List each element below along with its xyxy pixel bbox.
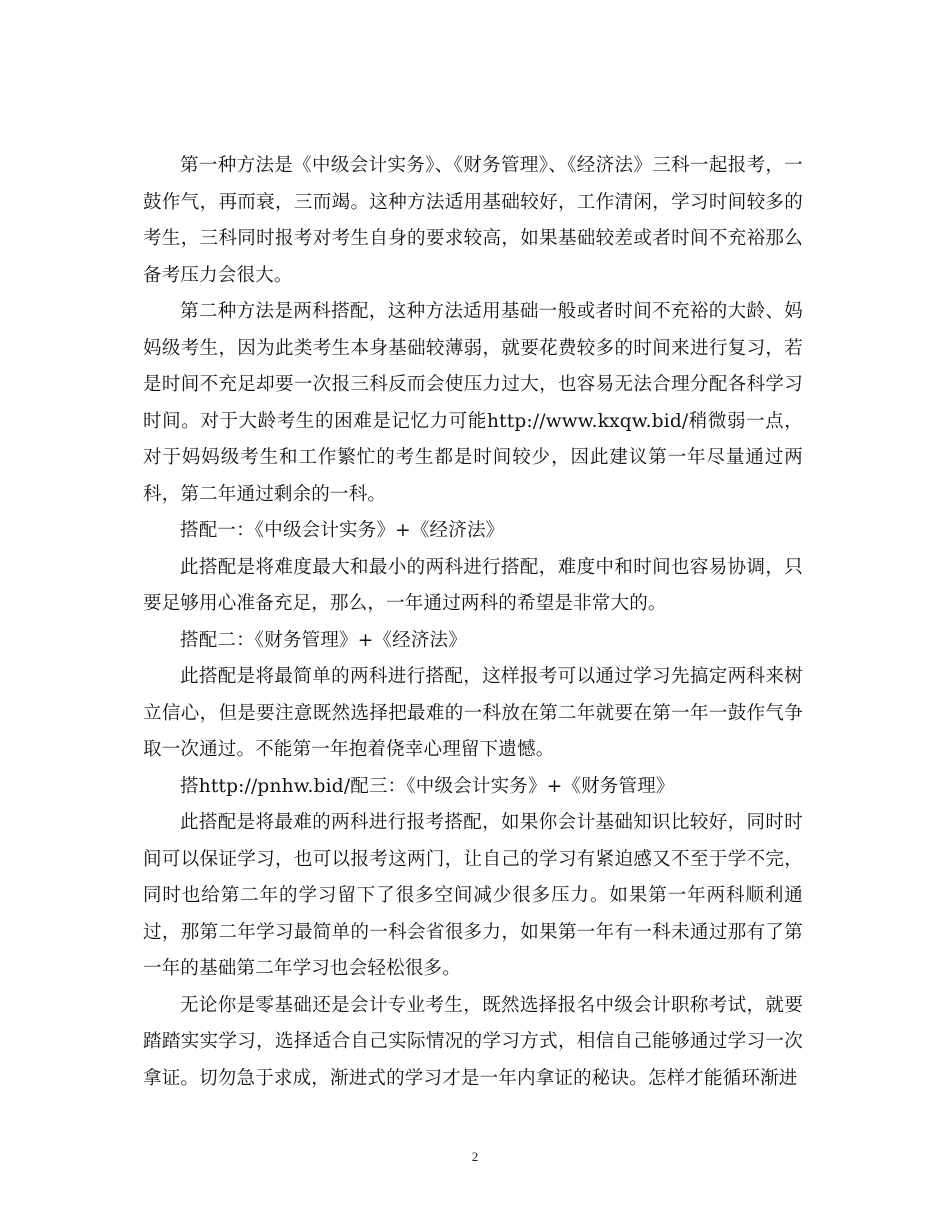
paragraph-method-two: 第二种方法是两科搭配，这种方法适用基础一般或者时间不充裕的大龄、妈妈级考生，因为此类考生本身基础较薄弱，就要花费较多的时间来进行复习，若是时间不充足却要一次报三科反而会使压力过大，也容易无法合理分配各科学习时间。对于大龄考生的困难是记忆力可能http://www.kxqw.bid/稍微弱一点，对于妈妈级考生和工作繁忙的考生都是时间较少，因此建议第一年尽量通过两科，第二年通过剩余的一科。 <box>143 301 803 505</box>
paragraph-combo-two-heading: 搭配二：《财务管理》+《经济法》 <box>180 629 467 651</box>
body-text <box>143 148 803 1097</box>
paragraph-combo-three-text: 此搭配是将最难的两科进行报考搭配，如果你会计基础知识比较好，同时时间可以保证学习，也可以报考这两门，让自己的学习有紧迫感又不至于学不完，同时也给第二年的学习留下了很多空间减少很多压力。如果第一年两科顺利通过，那第二年学习最简单的一科会省很多力，如果第一年有一科未通过那有了第一年的基础第二年学习也会轻松很多。 <box>143 812 803 979</box>
paragraph-combo-one-heading: 搭配一：《中级会计实务》+《经济法》 <box>180 520 505 541</box>
paragraph-combo-two-text: 此搭配是将最简单的两科进行搭配，这样报考可以通过学习先搞定两科来树立信心，但是要注意既然选择把最难的一科放在第二年就要在第一年一鼓作气争取一次通过。不能第一年抱着侥幸心理留下遗憾。 <box>143 666 803 760</box>
paragraph-method-one: 第一种方法是《中级会计实务》、《财务管理》、《经济法》三科一起报考，一鼓作气，再而衰，三而竭。这种方法适用基础较好，工作清闲，学习时间较多的考生，三科同时报考对考生自身的要求较高，如果基础较差或者时间不充裕那么备考压力会很大。 <box>143 155 803 286</box>
paragraph-combo-one-text: 此搭配是将难度最大和最小的两科进行搭配，难度中和时间也容易协调，只要足够用心准备充足，那么，一年通过两科的希望是非常大的。 <box>143 556 803 614</box>
paragraph-conclusion: 无论你是零基础还是会计专业考生，既然选择报名中级会计职称考试，就要踏踏实实学习，选择适合自己实际情况的学习方式，相信自己能够通过学习一次拿证。切勿急于求成，渐进式的学习才是一年内拿证的秘诀。怎样才能循环渐进 <box>143 994 803 1089</box>
paragraph-combo-three-heading: 搭http://pnhw.bid/配三：《中级会计实务》+《财务管理》 <box>180 775 675 797</box>
page-number: 2 <box>471 1149 479 1164</box>
